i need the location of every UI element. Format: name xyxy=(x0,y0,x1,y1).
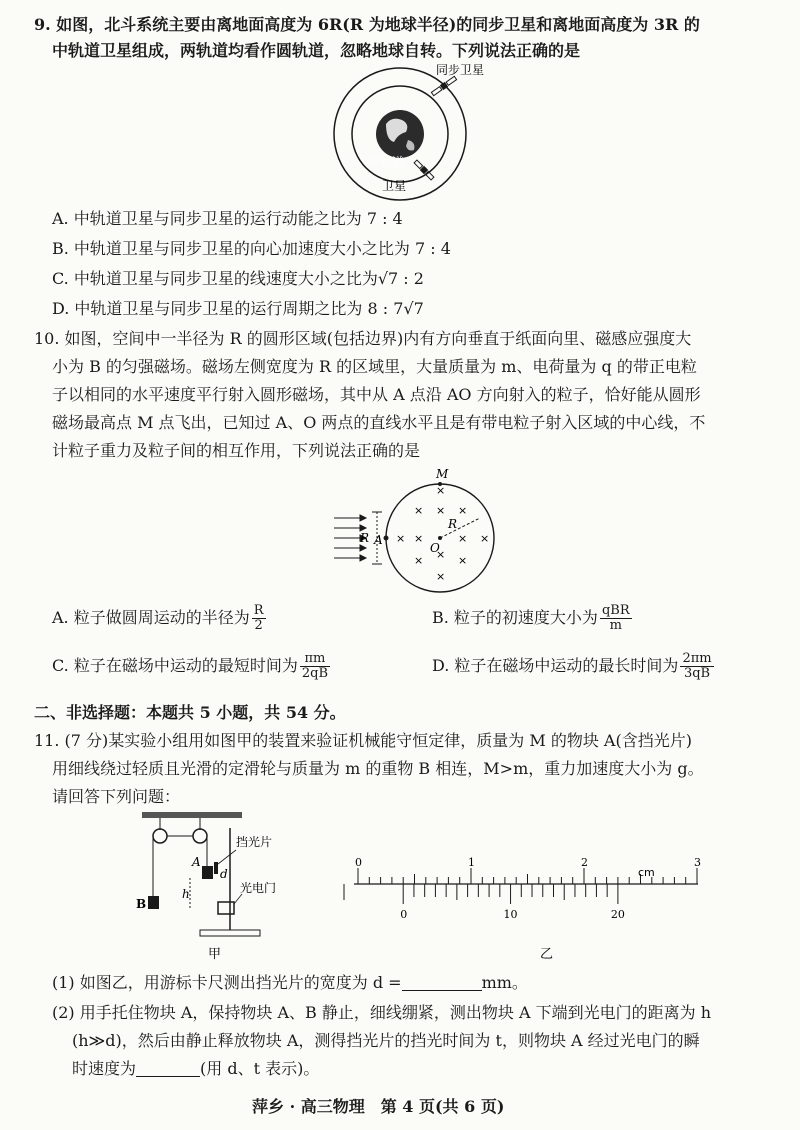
svg-text:×: × xyxy=(458,554,468,567)
caption-yi: 乙 xyxy=(540,947,554,962)
answer-blank-d[interactable] xyxy=(402,976,482,991)
q10-option-d: D. 粒子在磁场中运动的最长时间为 $\frac{2\pi m}{3qB}$ xyxy=(432,651,712,681)
q9-stem-line1: 9. 如图，北斗系统主要由离地面高度为 6R(R 为地球半径)的同步卫星和离地面高度为 3R 的 xyxy=(34,15,700,34)
block-a xyxy=(202,866,213,879)
svg-text:×: × xyxy=(396,532,406,545)
q10-stem-line2: 小为 B 的匀强磁场。磁场左侧宽度为 R 的区域里，大量质量为 m、电荷量为 q 的带正电粒 xyxy=(52,357,697,376)
label-satellite: 卫星 xyxy=(382,179,407,193)
block-b xyxy=(148,896,159,909)
pulley-right xyxy=(193,829,207,843)
label-o: O xyxy=(430,541,440,555)
vernier-scale-label: 20 xyxy=(610,908,625,921)
svg-text:×: × xyxy=(436,504,446,517)
q9-option-b: B. 中轨道卫星与同步卫星的向心加速度大小之比为 7 : 4 xyxy=(52,239,451,258)
label-mid-orbit: 中轨道 xyxy=(368,155,405,169)
q9-option-c: C. 中轨道卫星与同步卫星的线速度大小之比为√7 : 2 xyxy=(52,269,424,288)
q11-stem-line3: 请回答下列问题： xyxy=(52,787,181,806)
q10-stem-line3: 子以相同的水平速度平行射入圆形磁场，其中从 A 点沿 AO 方向射入的粒子，恰好能从圆形 xyxy=(52,385,701,404)
q11-apparatus-figure xyxy=(130,812,320,962)
q11-sub2-line1: (2) 用手托住物块 A，保持物块 A、B 静止，细线绷紧，测出物块 A 下端到光电门的距离为 h xyxy=(52,1003,711,1022)
vernier-scale-label: 0 xyxy=(400,908,408,921)
q9-orbit-figure xyxy=(320,62,490,202)
label-h: h xyxy=(182,887,190,901)
svg-text:×: × xyxy=(414,504,424,517)
pulley-left xyxy=(153,829,167,843)
light-shield xyxy=(214,862,218,874)
main-scale-label: 3 xyxy=(694,856,701,869)
label-d: d xyxy=(220,867,228,881)
q10-stem-line5: 计粒子重力及粒子间的相互作用，下列说法正确的是 xyxy=(52,441,421,460)
svg-text:×: × xyxy=(436,570,446,583)
label-a: A xyxy=(374,533,383,547)
vernier-scale-label: 10 xyxy=(503,908,518,921)
q11-stem-line2: 用细线绕过轻质且光滑的定滑轮与质量为 m 的重物 B 相连，M>m，重力加速度大小为 g。 xyxy=(52,759,704,778)
q9-option-d: D. 中轨道卫星与同步卫星的运行周期之比为 8 : 7√7 xyxy=(52,299,424,318)
main-scale-label: 0 xyxy=(355,856,362,869)
base xyxy=(200,930,260,936)
label-r-radius: R xyxy=(448,517,458,531)
q11-sub2-line2: (h≫d)，然后由静止释放物块 A，测得挡光片的挡光时间为 t，则物块 A 经过光电门的瞬 xyxy=(72,1031,700,1050)
svg-text:×: × xyxy=(436,548,446,561)
q11-sub2-line3: 时速度为 (用 d、t 表示)。 xyxy=(72,1059,320,1078)
photogate xyxy=(218,902,234,914)
label-sync-satellite: 同步卫星 xyxy=(436,63,485,77)
svg-text:×: × xyxy=(480,532,490,545)
q10-option-a: A. 粒子做圆周运动的半径为 $\frac{R}{2}$ xyxy=(52,603,264,633)
answer-blank-velocity[interactable] xyxy=(136,1062,200,1077)
q9-option-a: A. 中轨道卫星与同步卫星的运行动能之比为 7 : 4 xyxy=(52,209,403,228)
svg-text:×: × xyxy=(458,504,468,517)
ceiling xyxy=(142,812,242,818)
label-r-width: R xyxy=(360,531,370,545)
q10-option-b: B. 粒子的初速度大小为 $\frac{\text{qBR}}{m}$ xyxy=(432,603,630,633)
main-scale-label: 1 xyxy=(468,856,475,869)
section-2-heading: 二、非选择题：本题共 5 小题，共 54 分。 xyxy=(34,703,346,722)
svg-text:×: × xyxy=(458,532,468,545)
label-a-block: A xyxy=(192,855,201,869)
svg-text:×: × xyxy=(414,532,424,545)
q10-stem-line4: 磁场最高点 M 点飞出，已知过 A、O 两点的直线水平且是有带电粒子射入区域的中心线，不 xyxy=(52,413,706,432)
cross-marks xyxy=(396,484,489,583)
label-m: M xyxy=(436,467,449,481)
q9-stem-line2: 中轨道卫星组成，两轨道均看作圆轨道，忽略地球自转。下列说法正确的是 xyxy=(52,41,581,60)
unit-cm: cm xyxy=(638,866,655,879)
caption-jia: 甲 xyxy=(208,947,222,962)
q10-stem-line1: 10. 如图，空间中一半径为 R 的圆形区域(包括边界)内有方向垂直于纸面向里、磁感应强度大 xyxy=(34,329,692,348)
svg-text:×: × xyxy=(436,484,446,497)
label-shield: 挡光片 xyxy=(236,835,273,849)
q11-stem-line1: 11. (7 分)某实验小组用如图甲的装置来验证机械能守恒定律，质量为 M 的物块 A(含挡光片) xyxy=(34,731,692,750)
page-footer: 萍乡 · 高三物理 第 4 页(共 6 页) xyxy=(252,1097,505,1116)
label-photogate: 光电门 xyxy=(240,881,277,895)
q10-magnetic-field-figure xyxy=(330,466,510,592)
label-b: B xyxy=(136,897,147,911)
q11-vernier-caliper-figure xyxy=(340,856,720,962)
svg-text:×: × xyxy=(414,554,424,567)
q10-option-c: C. 粒子在磁场中运动的最短时间为 $\frac{\pi m}{2qB}$ xyxy=(52,651,329,681)
main-scale-label: 2 xyxy=(581,856,588,869)
q11-sub1: (1) 如图乙，用游标卡尺测出挡光片的宽度为 d = mm。 xyxy=(52,973,528,992)
